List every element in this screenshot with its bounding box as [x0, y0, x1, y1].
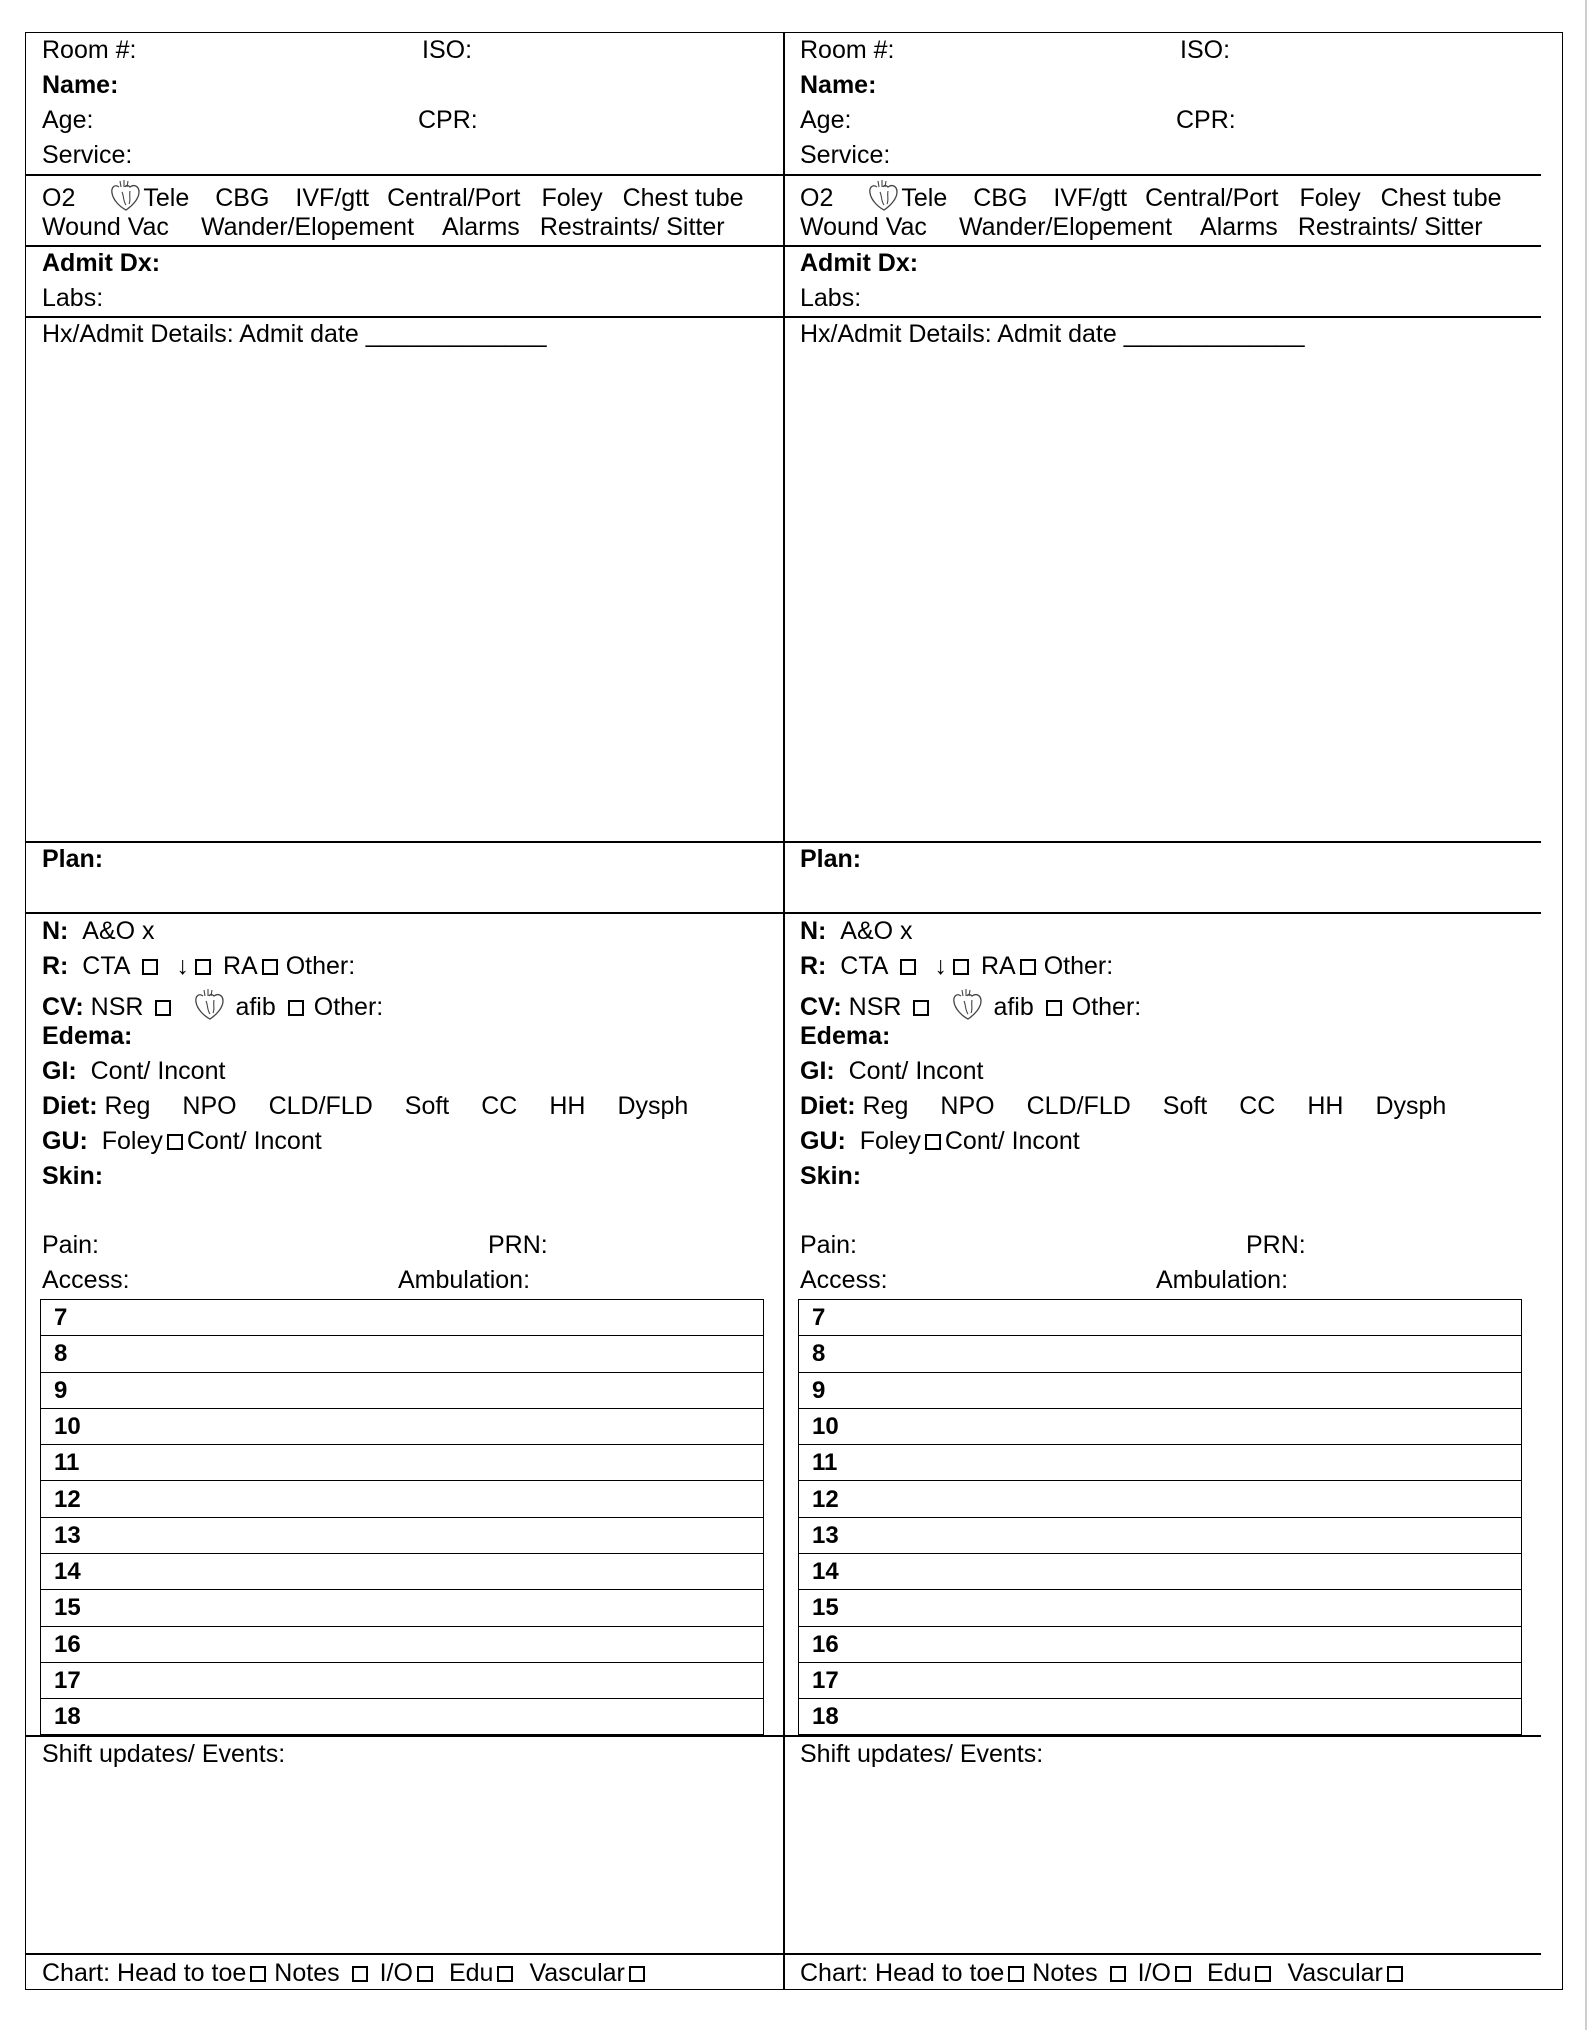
diet-row	[42, 1092, 688, 1120]
gi-label: GI:	[42, 1057, 77, 1085]
checkbox-icon[interactable]	[195, 959, 211, 975]
down-arrow-icon: ↓	[176, 952, 189, 980]
divider	[784, 316, 1541, 318]
neuro-text: A&O x	[82, 917, 155, 945]
hx-admit-label: Hx/Admit Details: Admit date _____________	[800, 320, 1305, 348]
resp-row	[42, 952, 355, 980]
checkbox-icon[interactable]	[1008, 1966, 1024, 1982]
checkbox-icon[interactable]	[900, 959, 916, 975]
diet-option: CC	[481, 1092, 518, 1120]
hour-row[interactable]	[799, 1336, 1521, 1372]
hour-row[interactable]	[41, 1300, 763, 1336]
wound-vac-option: Wound Vac	[42, 213, 169, 241]
access-label: Access:	[800, 1266, 888, 1294]
patient-column-1	[26, 33, 783, 1989]
checkbox-icon[interactable]	[1110, 1966, 1126, 1982]
diet-option: NPO	[182, 1092, 237, 1120]
checkbox-icon[interactable]	[629, 1966, 645, 1982]
restraints-option: Restraints/ Sitter	[1297, 213, 1483, 241]
gi-row	[800, 1057, 983, 1085]
gi-text: Cont/ Incont	[90, 1057, 226, 1085]
divider	[784, 1735, 1541, 1737]
access-label: Access:	[42, 1266, 130, 1294]
shift-updates-label: Shift updates/ Events:	[800, 1740, 1044, 1768]
hour-label: 18	[812, 1703, 839, 1731]
wound-vac-option: Wound Vac	[800, 213, 927, 241]
name-label: Name:	[42, 71, 119, 99]
gi-label: GI:	[800, 1057, 835, 1085]
hour-row[interactable]	[799, 1373, 1521, 1409]
checkbox-icon[interactable]	[953, 959, 969, 975]
foley-option: Foley	[859, 1127, 921, 1155]
cta-option: CTA	[82, 952, 131, 980]
checkbox-icon[interactable]	[352, 1966, 368, 1982]
io-option: I/O	[379, 1959, 413, 1987]
o2-option: O2	[800, 184, 834, 212]
gi-text: Cont/ Incont	[848, 1057, 984, 1085]
hour-label: 15	[812, 1594, 839, 1622]
neuro-text: A&O x	[840, 917, 913, 945]
foley-option: Foley	[101, 1127, 163, 1155]
hour-label: 12	[812, 1485, 839, 1513]
diet-label: Diet:	[800, 1092, 856, 1120]
hour-label: 16	[54, 1630, 81, 1658]
chest-tube-option: Chest tube	[1380, 184, 1502, 212]
heart-icon	[867, 178, 901, 212]
checkbox-icon[interactable]	[1255, 1966, 1271, 1982]
tele-option: Tele	[143, 184, 190, 212]
diet-option: CLD/FLD	[1026, 1092, 1131, 1120]
cbg-option: CBG	[973, 184, 1028, 212]
resp-other-label: Other:	[285, 952, 356, 980]
diet-option: Soft	[404, 1092, 450, 1120]
cpr-label: CPR:	[1176, 106, 1236, 134]
hour-row[interactable]	[799, 1554, 1521, 1590]
hour-label: 8	[812, 1340, 826, 1368]
ivf-option: IVF/gtt	[1053, 184, 1128, 212]
diet-option: NPO	[940, 1092, 995, 1120]
labs-label: Labs:	[42, 284, 104, 312]
alarms-option: Alarms	[442, 213, 520, 241]
checkbox-icon[interactable]	[142, 959, 158, 975]
shift-updates-label: Shift updates/ Events:	[42, 1740, 286, 1768]
device-row-2	[42, 213, 725, 241]
hourly-grid	[40, 1299, 764, 1735]
o2-option: O2	[42, 184, 76, 212]
diet-option: CLD/FLD	[268, 1092, 373, 1120]
hour-row[interactable]	[41, 1373, 763, 1409]
hour-row[interactable]	[799, 1482, 1521, 1518]
neuro-label: N:	[42, 917, 69, 945]
device-row-2	[800, 213, 1483, 241]
cta-option: CTA	[840, 952, 889, 980]
chart-row	[42, 1959, 649, 1987]
resp-row	[800, 952, 1113, 980]
room-label: Room #:	[42, 36, 137, 64]
cpr-label: CPR:	[418, 106, 478, 134]
checkbox-icon[interactable]	[913, 1000, 929, 1016]
ra-option: RA	[980, 952, 1016, 980]
hour-label: 8	[54, 1340, 68, 1368]
diet-row	[800, 1092, 1446, 1120]
cv-other-label: Other:	[313, 993, 384, 1021]
iso-label: ISO:	[422, 36, 473, 64]
vascular-option: Vascular	[529, 1959, 625, 1987]
divider	[26, 841, 783, 843]
ambulation-label: Ambulation:	[398, 1266, 531, 1294]
cbg-option: CBG	[215, 184, 270, 212]
edu-option: Edu	[1206, 1959, 1252, 1987]
afib-option: afib	[235, 993, 276, 1021]
ra-option: RA	[222, 952, 258, 980]
down-arrow-icon: ↓	[934, 952, 947, 980]
notes-option: Notes	[1032, 1959, 1098, 1987]
report-sheet	[25, 32, 1563, 1990]
skin-label: Skin:	[42, 1162, 104, 1190]
iso-label: ISO:	[1180, 36, 1231, 64]
tele-option: Tele	[901, 184, 948, 212]
hour-label: 16	[812, 1630, 839, 1658]
device-row-1	[800, 178, 1502, 212]
diet-option: Reg	[104, 1092, 151, 1120]
neuro-row	[800, 917, 913, 945]
hour-row[interactable]	[41, 1336, 763, 1372]
hour-row[interactable]	[799, 1699, 1521, 1735]
checkbox-icon[interactable]	[1175, 1966, 1191, 1982]
hour-label: 7	[812, 1304, 826, 1331]
diet-option: HH	[1307, 1092, 1344, 1120]
divider	[784, 912, 1541, 914]
checkbox-icon[interactable]	[250, 1966, 266, 1982]
edema-label: Edema:	[42, 1022, 133, 1050]
heart-icon	[193, 987, 227, 1021]
hour-row[interactable]	[41, 1482, 763, 1518]
hour-row[interactable]	[799, 1590, 1521, 1626]
notes-option: Notes	[274, 1959, 340, 1987]
divider	[784, 1953, 1541, 1955]
divider	[26, 1735, 783, 1737]
hourly-grid	[798, 1299, 1522, 1735]
chart-label: Chart: Head to toe	[42, 1959, 247, 1987]
admit-dx-label: Admit Dx:	[800, 249, 919, 277]
hour-label: 17	[54, 1667, 81, 1694]
resp-label: R:	[800, 952, 827, 980]
wander-option: Wander/Elopement	[958, 213, 1173, 241]
prn-label: PRN:	[1246, 1231, 1306, 1259]
divider	[784, 245, 1541, 247]
diet-label: Diet:	[42, 1092, 98, 1120]
plan-label: Plan:	[42, 845, 104, 873]
central-port-option: Central/Port	[1145, 184, 1279, 212]
resp-label: R:	[42, 952, 69, 980]
hour-row[interactable]	[799, 1627, 1521, 1663]
edema-label: Edema:	[800, 1022, 891, 1050]
gu-cont-text: Cont/ Incont	[186, 1127, 322, 1155]
gu-label: GU:	[42, 1127, 88, 1155]
neuro-label: N:	[800, 917, 827, 945]
cv-row	[800, 987, 1141, 1021]
vascular-option: Vascular	[1287, 1959, 1383, 1987]
cv-label: CV:	[800, 993, 842, 1021]
hour-label: 9	[54, 1376, 68, 1404]
checkbox-icon[interactable]	[1046, 1000, 1062, 1016]
device-row-1	[42, 178, 744, 212]
afib-option: afib	[993, 993, 1034, 1021]
heart-icon	[951, 987, 985, 1021]
hour-row[interactable]	[41, 1409, 763, 1445]
divider	[26, 316, 783, 318]
hour-label: 10	[812, 1412, 839, 1440]
service-label: Service:	[42, 141, 133, 169]
hour-row[interactable]	[41, 1663, 763, 1699]
patient-column-2	[784, 33, 1541, 1989]
checkbox-icon[interactable]	[262, 959, 278, 975]
hour-label: 12	[54, 1485, 81, 1513]
cv-label: CV:	[42, 993, 84, 1021]
hour-label: 14	[812, 1558, 839, 1586]
nsr-option: NSR	[848, 993, 902, 1021]
neuro-row	[42, 917, 155, 945]
divider	[784, 841, 1541, 843]
hour-label: 11	[54, 1449, 80, 1477]
diet-option: Dysph	[1375, 1092, 1447, 1120]
hour-row[interactable]	[799, 1445, 1521, 1481]
restraints-option: Restraints/ Sitter	[539, 213, 725, 241]
service-label: Service:	[800, 141, 891, 169]
cv-row	[42, 987, 383, 1021]
divider	[26, 245, 783, 247]
hour-row[interactable]	[799, 1300, 1521, 1336]
hour-row[interactable]	[41, 1590, 763, 1626]
gu-label: GU:	[800, 1127, 846, 1155]
edu-option: Edu	[448, 1959, 494, 1987]
divider	[26, 1953, 783, 1955]
hour-label: 11	[812, 1449, 838, 1477]
cv-other-label: Other:	[1071, 993, 1142, 1021]
gu-row	[42, 1127, 322, 1155]
hour-row[interactable]	[799, 1518, 1521, 1554]
hour-label: 13	[812, 1521, 839, 1549]
hour-row[interactable]	[41, 1699, 763, 1735]
ivf-option: IVF/gtt	[295, 184, 370, 212]
foley-option: Foley	[1299, 184, 1361, 212]
divider	[26, 174, 783, 176]
nsr-option: NSR	[90, 993, 144, 1021]
checkbox-icon[interactable]	[1387, 1966, 1403, 1982]
hx-admit-label: Hx/Admit Details: Admit date _____________	[42, 320, 547, 348]
foley-option: Foley	[541, 184, 603, 212]
central-port-option: Central/Port	[387, 184, 521, 212]
gi-row	[42, 1057, 225, 1085]
page-edge	[1585, 0, 1587, 2030]
hour-row[interactable]	[41, 1627, 763, 1663]
divider	[784, 174, 1541, 176]
hour-label: 10	[54, 1412, 81, 1440]
wander-option: Wander/Elopement	[200, 213, 415, 241]
heart-icon	[109, 178, 143, 212]
hour-label: 14	[54, 1558, 81, 1586]
checkbox-icon[interactable]	[288, 1000, 304, 1016]
gu-cont-text: Cont/ Incont	[944, 1127, 1080, 1155]
chart-label: Chart: Head to toe	[800, 1959, 1005, 1987]
chart-row	[800, 1959, 1407, 1987]
diet-option: HH	[549, 1092, 586, 1120]
hour-row[interactable]	[41, 1554, 763, 1590]
age-label: Age:	[42, 106, 94, 134]
checkbox-icon[interactable]	[167, 1134, 183, 1150]
checkbox-icon[interactable]	[925, 1134, 941, 1150]
plan-label: Plan:	[800, 845, 862, 873]
hour-row[interactable]	[799, 1409, 1521, 1445]
hour-label: 18	[54, 1703, 81, 1731]
pain-label: Pain:	[800, 1231, 857, 1259]
checkbox-icon[interactable]	[155, 1000, 171, 1016]
skin-label: Skin:	[800, 1162, 862, 1190]
alarms-option: Alarms	[1200, 213, 1278, 241]
diet-option: Dysph	[617, 1092, 689, 1120]
hour-label: 9	[812, 1376, 826, 1404]
hour-row[interactable]	[41, 1445, 763, 1481]
checkbox-icon[interactable]	[497, 1966, 513, 1982]
pain-label: Pain:	[42, 1231, 99, 1259]
checkbox-icon[interactable]	[417, 1966, 433, 1982]
gu-row	[800, 1127, 1080, 1155]
hour-label: 17	[812, 1667, 839, 1694]
diet-option: CC	[1239, 1092, 1276, 1120]
resp-other-label: Other:	[1043, 952, 1114, 980]
hour-row[interactable]	[799, 1663, 1521, 1699]
diet-option: Soft	[1162, 1092, 1208, 1120]
ambulation-label: Ambulation:	[1156, 1266, 1289, 1294]
hour-label: 15	[54, 1594, 81, 1622]
divider	[26, 912, 783, 914]
admit-dx-label: Admit Dx:	[42, 249, 161, 277]
diet-option: Reg	[862, 1092, 909, 1120]
hour-label: 7	[54, 1304, 68, 1331]
labs-label: Labs:	[800, 284, 862, 312]
age-label: Age:	[800, 106, 852, 134]
hour-row[interactable]	[41, 1518, 763, 1554]
hour-label: 13	[54, 1521, 81, 1549]
room-label: Room #:	[800, 36, 895, 64]
checkbox-icon[interactable]	[1020, 959, 1036, 975]
prn-label: PRN:	[488, 1231, 548, 1259]
chest-tube-option: Chest tube	[622, 184, 744, 212]
io-option: I/O	[1137, 1959, 1171, 1987]
name-label: Name:	[800, 71, 877, 99]
